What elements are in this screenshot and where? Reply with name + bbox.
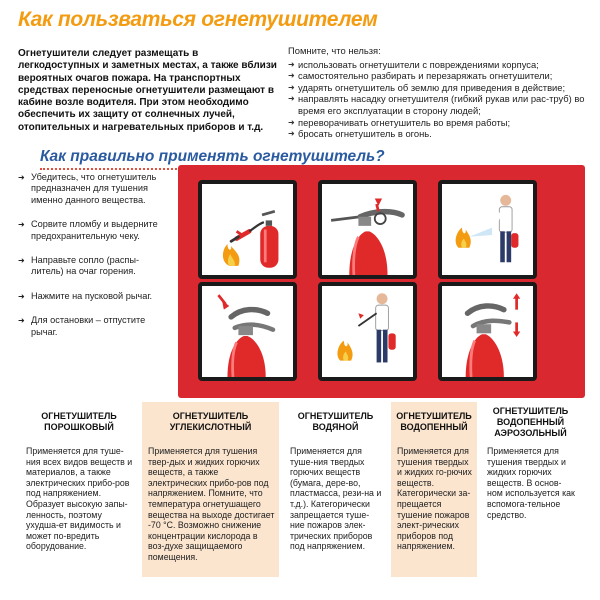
extinguisher-icon [202,286,293,377]
type-card-title: ОГНЕТУШИТЕЛЬ УГЛЕКИСЛОТНЫЙ [169,411,252,432]
step-item [18,219,168,242]
type-card-water-foam [391,402,477,577]
forbidden-item: ➜ направлять насадку огнетушителя (гибкий рукав или рас-труб) во время его эксплуатации в сторону людей; [288,93,588,116]
intro-text: Огнетушители следует размещать в легкодоступных и заметных местах, а также вблизи вероятных очагов пожара. На транспортных средствах переносные огнетушители размещают в кабине возле водителя. При этом необходимо обеспечить их защиту от солнечных лучей, отопительных и нагревательных приборов и т.д. [18,48,277,133]
steps-list [18,172,168,351]
type-card-text: Применяется для туше-ния твердых горючих веществ (бумага, дере-во, пластмасса, рези-на и т.д.). Категорически запрещается туше-ние пожаров элек-трических приборов под напряжением. [290,446,382,552]
step-item [18,255,168,278]
step-text: Направьте сопло (распы-литель) на очаг горения. [31,255,140,277]
step-text: Убедитесь, что огнетушитель предназначен для тушения именно данного вещества. [31,172,157,205]
step-4-picture [198,282,297,381]
person-spraying-icon [442,184,533,275]
arrow-icon: ➜ [18,291,25,301]
forbidden-item: ➜ самостоятельно разбирать и перезаряжать огнетушители; [288,70,588,82]
extinguisher-icon [442,286,533,377]
arrow-icon: ➜ [18,220,25,230]
forbidden-item: ➜ переворачивать огнетушитель во время работы; [288,117,588,129]
type-card-title: ОГНЕТУШИТЕЛЬ ВОДОПЕННЫЙ [396,411,472,432]
forbidden-title: Помните, что нельзя: [288,45,381,56]
arrow-icon: ➜ [18,173,25,182]
step-text: Для остановки – отпустите рычаг. [31,315,146,337]
type-card-text: Применяется для тушения твердых и жидких горючих веществ. В основ-ном используется как вспомога-тельное средство. [487,446,575,520]
step-1-picture [198,180,297,279]
step-2-picture [318,180,417,279]
step-6-picture [438,282,537,381]
person-spraying-icon [322,286,413,377]
type-card-aerosol [481,402,580,577]
type-card-text: Применяется для туше-ния всех видов веществ и материалов, а также электрических прибо-ров под напряжением. Образует высокую запы-ленность, поэтому ухудша-ет видимость и может по-вредить оборудование. [26,446,133,552]
section-subtitle: Как правильно применять огнетушитель? [40,148,385,165]
type-card-title: ОГНЕТУШИТЕЛЬ ПОРОШКОВЫЙ [41,411,117,432]
type-card-text: Применяется для тушения твер-дых и жидких горючих веществ, а также электрических прибо-ров под напряжением. Помните, что температура огнетушащего вещества на выходе достигает -70 °С. Возможно снижение концентрации кислорода в воз-духе защищаемого помещения. [148,446,275,562]
step-text: Нажмите на пусковой рычаг. [31,290,153,301]
page-title: Как пользваться огнетушителем [18,8,378,31]
forbidden-list [288,59,588,140]
type-card-title: ОГНЕТУШИТЕЛЬ ВОДЯНОЙ [297,411,374,432]
arrow-icon: ➜ [18,316,25,326]
arrow-icon: ➜ [18,256,25,266]
instruction-panel [178,165,585,398]
type-card-powder [20,402,138,577]
type-card-water [284,402,387,577]
subtitle-underline [40,168,180,170]
forbidden-item: ➜ использовать огнетушители с повреждениями корпуса; [288,59,588,71]
forbidden-item: ➜ бросать огнетушитель в огонь. [288,128,588,140]
extinguisher-icon [322,184,413,275]
step-3-picture [438,180,537,279]
step-text: Сорвите пломбу и выдерните предохранительную чеку. [31,219,158,241]
extinguisher-types [20,402,580,577]
type-card-co2 [142,402,279,577]
forbidden-item: ➜ ударять огнетушитель об землю для приведения в действие; [288,82,588,94]
forbidden-list-block [288,45,588,140]
step-item [18,315,168,338]
step-5-picture [318,282,417,381]
step-item [18,291,168,302]
extinguisher-icon [202,184,293,275]
type-card-title: ОГНЕТУШИТЕЛЬ ВОДОПЕННЫЙ АЭРОЗОЛЬНЫЙ [492,405,569,438]
type-card-text: Применяется для тушения твердых и жидких го-рючих веществ. Категорически за-прещается тушение пожаров элект-рических приборов под напряжением. [397,446,472,552]
step-item [18,172,168,206]
